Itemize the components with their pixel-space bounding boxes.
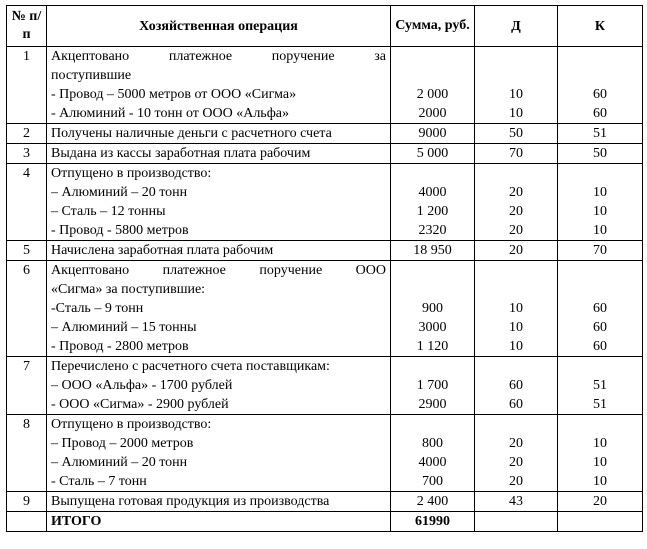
debit-line: 20 <box>509 185 523 200</box>
debit-line <box>479 261 553 280</box>
operation-line: - Провод - 5800 метров <box>51 223 189 238</box>
credit-line: 10 <box>593 436 607 451</box>
amount-cell <box>391 415 475 492</box>
header-row <box>7 6 643 47</box>
credit-line: 10 <box>593 185 607 200</box>
credit-cell <box>558 241 643 261</box>
operation-line: Получены наличные деньги с расчетного счета <box>51 126 332 141</box>
amount-line: 3000 <box>418 320 447 335</box>
debit-line: 20 <box>509 455 523 470</box>
operation-line: - ООО «Сигма» - 2900 рублей <box>51 397 229 412</box>
amount-cell <box>391 164 475 241</box>
operation-line: – Алюминий – 20 тонн <box>51 185 188 200</box>
credit-line <box>562 280 638 299</box>
credit-line: 51 <box>593 378 607 393</box>
operation-line: – Провод – 2000 метров <box>51 436 194 451</box>
amount-cell <box>391 144 475 164</box>
operation-line: -Сталь – 9 тонн <box>51 301 144 316</box>
amount-line: 4000 <box>418 455 447 470</box>
table-row <box>7 415 643 492</box>
credit-line <box>562 415 638 434</box>
operation-line: – ООО «Альфа» - 1700 рублей <box>51 378 233 393</box>
debit-line: 60 <box>509 378 523 393</box>
debit-cell <box>475 357 558 415</box>
operation-cell <box>47 47 391 124</box>
amount-line <box>395 415 470 434</box>
operation-cell <box>47 415 391 492</box>
row-number: 5 <box>7 241 47 261</box>
table-body <box>7 47 643 512</box>
header-debit: Д <box>475 6 558 47</box>
operation-cell <box>47 492 391 512</box>
amount-line: 2 400 <box>416 494 449 509</box>
amount-line: 5 000 <box>416 146 449 161</box>
row-number: 3 <box>7 144 47 164</box>
debit-line: 20 <box>509 243 523 258</box>
credit-line: 10 <box>593 455 607 470</box>
amount-line: 1 200 <box>416 204 449 219</box>
amount-line: 18 950 <box>413 243 452 258</box>
operation-line: Выпущена готовая продукция из производства <box>51 494 330 509</box>
operation-line: Акцептовано платежное поручение за <box>51 49 386 64</box>
debit-line: 20 <box>509 204 523 219</box>
amount-line: 700 <box>422 474 443 489</box>
operation-line: Выдана из кассы заработная плата рабочим <box>51 146 311 161</box>
credit-cell <box>558 164 643 241</box>
operation-line: – Сталь – 12 тонны <box>51 204 166 219</box>
credit-line: 10 <box>593 474 607 489</box>
operations-table <box>6 5 643 532</box>
amount-cell <box>391 357 475 415</box>
debit-line: 10 <box>509 87 523 102</box>
row-number: 6 <box>7 261 47 357</box>
credit-line <box>562 164 638 183</box>
amount-cell <box>391 241 475 261</box>
credit-cell <box>558 415 643 492</box>
amount-line: 900 <box>422 301 443 316</box>
debit-line: 10 <box>509 320 523 335</box>
credit-line: 60 <box>593 106 607 121</box>
debit-line: 10 <box>509 106 523 121</box>
header-operation: Хозяйственная операция <box>47 6 391 47</box>
operation-line: «Сигма» за поступившие: <box>51 282 206 297</box>
debit-line <box>479 47 553 66</box>
amount-line: 4000 <box>418 185 447 200</box>
debit-line: 20 <box>509 223 523 238</box>
amount-line: 2000 <box>418 106 447 121</box>
operation-cell <box>47 124 391 144</box>
operation-line: - Провод – 5000 метров от ООО «Сигма» <box>51 87 297 102</box>
credit-line <box>562 261 638 280</box>
credit-line: 51 <box>593 397 607 412</box>
total-amount: 61990 <box>391 512 475 532</box>
debit-line: 10 <box>509 339 523 354</box>
amount-line: 2320 <box>418 223 447 238</box>
debit-cell <box>475 261 558 357</box>
table-row <box>7 144 643 164</box>
debit-line: 10 <box>509 301 523 316</box>
table-row <box>7 164 643 241</box>
header-sum: Сумма, руб. <box>391 6 475 47</box>
operation-line: Акцептовано платежное поручение ООО <box>51 263 386 278</box>
debit-line <box>479 357 553 376</box>
credit-cell <box>558 47 643 124</box>
debit-line: 50 <box>509 126 523 141</box>
operation-line: - Провод - 2800 метров <box>51 339 189 354</box>
credit-line <box>562 47 638 66</box>
total-row <box>7 512 643 532</box>
amount-line: 2900 <box>418 397 447 412</box>
table-row <box>7 47 643 124</box>
row-number: 1 <box>7 47 47 124</box>
credit-cell <box>558 492 643 512</box>
debit-cell <box>475 144 558 164</box>
table-row <box>7 261 643 357</box>
amount-line: 9000 <box>418 126 447 141</box>
amount-line: 1 700 <box>416 378 449 393</box>
amount-line <box>395 47 470 66</box>
credit-cell <box>558 261 643 357</box>
credit-line <box>562 357 638 376</box>
credit-line: 20 <box>593 494 607 509</box>
table-row <box>7 492 643 512</box>
debit-cell <box>475 241 558 261</box>
credit-line <box>562 66 638 85</box>
operation-line: – Алюминий – 15 тонны <box>51 320 197 335</box>
row-number: 4 <box>7 164 47 241</box>
amount-line <box>395 280 470 299</box>
amount-line: 2 000 <box>416 87 449 102</box>
amount-cell <box>391 261 475 357</box>
amount-line <box>395 66 470 85</box>
credit-cell <box>558 357 643 415</box>
debit-cell <box>475 164 558 241</box>
amount-cell <box>391 47 475 124</box>
credit-line: 50 <box>593 146 607 161</box>
credit-cell <box>558 144 643 164</box>
operation-cell <box>47 261 391 357</box>
amount-line: 800 <box>422 436 443 451</box>
operation-cell <box>47 144 391 164</box>
header-num: № п/п <box>7 6 47 47</box>
operation-line: Начислена заработная плата рабочим <box>51 243 274 258</box>
debit-line: 60 <box>509 397 523 412</box>
credit-line: 60 <box>593 320 607 335</box>
operation-line: поступившие <box>51 68 132 83</box>
table-row <box>7 241 643 261</box>
debit-line: 20 <box>509 474 523 489</box>
credit-line: 70 <box>593 243 607 258</box>
debit-line <box>479 164 553 183</box>
operation-line: Отпущено в производство: <box>51 166 212 181</box>
debit-line <box>479 66 553 85</box>
operation-line: Перечислено с расчетного счета поставщикам: <box>51 359 330 374</box>
debit-line: 20 <box>509 436 523 451</box>
table-row <box>7 357 643 415</box>
debit-line: 43 <box>509 494 523 509</box>
header-credit: К <box>558 6 643 47</box>
debit-line <box>479 415 553 434</box>
amount-line <box>395 164 470 183</box>
operation-line: – Алюминий – 20 тонн <box>51 455 188 470</box>
amount-line: 1 120 <box>416 339 449 354</box>
amount-cell <box>391 124 475 144</box>
debit-cell <box>475 47 558 124</box>
amount-cell <box>391 492 475 512</box>
row-number: 7 <box>7 357 47 415</box>
credit-line: 10 <box>593 204 607 219</box>
row-number: 8 <box>7 415 47 492</box>
debit-line: 70 <box>509 146 523 161</box>
debit-cell <box>475 124 558 144</box>
operation-line: Отпущено в производство: <box>51 417 212 432</box>
credit-cell <box>558 124 643 144</box>
operation-line: - Алюминий - 10 тонн от ООО «Альфа» <box>51 106 289 121</box>
row-number: 2 <box>7 124 47 144</box>
amount-line <box>395 261 470 280</box>
credit-line: 60 <box>593 301 607 316</box>
row-number: 9 <box>7 492 47 512</box>
operation-cell <box>47 164 391 241</box>
amount-line <box>395 357 470 376</box>
operation-line: - Сталь – 7 тонн <box>51 474 147 489</box>
credit-line: 60 <box>593 339 607 354</box>
operation-cell <box>47 357 391 415</box>
credit-line: 10 <box>593 223 607 238</box>
debit-cell <box>475 492 558 512</box>
credit-line: 60 <box>593 87 607 102</box>
debit-line <box>479 280 553 299</box>
table-row <box>7 124 643 144</box>
debit-cell <box>475 415 558 492</box>
credit-line: 51 <box>593 126 607 141</box>
operation-cell <box>47 241 391 261</box>
total-label: ИТОГО <box>47 512 391 532</box>
